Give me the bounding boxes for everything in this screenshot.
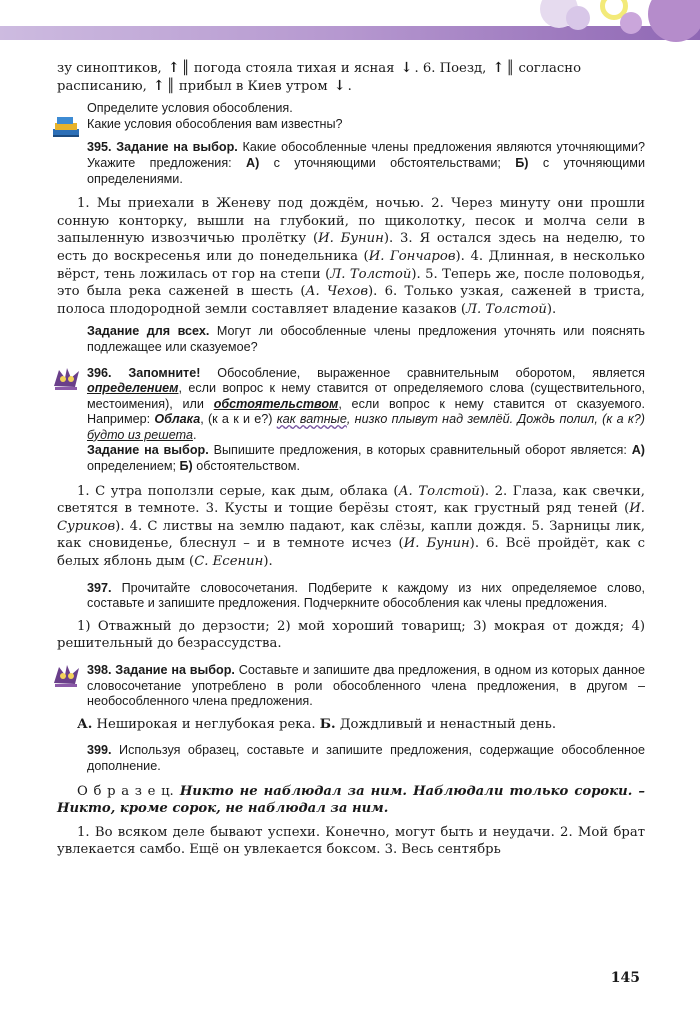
intro-line-2: расписанию, ↑ ║ прибыл в Киев утром ↓ . [57, 77, 352, 94]
exercise-396-task: Задание на выбор. Выпишите предложения, в которых сравнительный оборот является: А) определением; Б) обстоятельством. [87, 443, 645, 474]
header-stripe [0, 26, 700, 40]
exercise-396-sentences: 1. С утра поползли серые, как дым, облака (А. Толстой). 2. Глаза, как свечки, светятся в темноте. 3. Кусты и тощие берёзы стоят, как грустный ряд теней (И. Суриков). 4. С листвы на землю падают, как слёзы, капли дождя. 5. Зарницы лик, как сновиденье, блеснул – и в темноте исчез (И. Бунин). 6. Всё пройдёт, как с белых яблонь дым (С. Есенин). [57, 483, 646, 570]
exercise-395-task: 395. Задание на выбор. Какие обособленные члены предложения являются уточняющими? Укажите предложения: А) с уточняющими обстоятельствами; Б) с уточняющими определениями. [87, 140, 645, 186]
books-icon [51, 113, 83, 139]
exercise-399-sample: О б р а з е ц. Никто не наблюдал за ним. Наблюдали только сороки. – Никто, кроме сорок, не наблюдал за ним. [57, 783, 645, 817]
exercise-395-sentences: 1. Мы приехали в Женеву под дождём, ночью. 2. Через минуту они прошли сонную конторку, вышли на глубокий, по щиколотку, песок и молча сели в запыленную извозчичью пролётку (И. Бунин). 3. Я остался здесь на неделю, то есть до воскресенья или до понедельника (И. Гончаров). 4. Длинная, в несколько вёрст, тень ложилась от гор на степи (Л. Толстой). 5. Теперь же, после половодья, это была река саженей в шесть (А. Чехов). 6. Только узкая, саженей в триста, полоса плодородной земли составляет владение казаков (Л. Толстой). [57, 196, 646, 317]
exercise-397-task: 397. Прочитайте словосочетания. Подберите к каждому из них определяемое слово, составьте и запишите предложения. Подчеркните обособления как члены предложения. [87, 580, 645, 611]
arrow-up-icon: ↑ [152, 77, 165, 94]
exercise-398-options: А. Неширокая и неглубокая река. Б. Дождливый и ненастный день. [77, 716, 557, 732]
exercise-399-sentences: 1. Во всяком деле бывают успехи. Конечно, могут быть и неудачи. 2. Мой брат увлекается самбо. Ещё он увлекается боксом. 3. Весь сентябрь [57, 824, 645, 858]
exercise-396-rule: 396. Запомните! Обособление, выраженное сравнительным оборотом, является определением, если вопрос к нему ставится от определяемого слова (существительного, местоимения), или обстоятельством, если вопрос к нему ставится от сказуемого. Например: Облака, (к а к и е?) как ватные, низко плывут над землёй. Дождь полил, (к а к?) будто из решета. [87, 365, 645, 442]
header-band [0, 0, 700, 44]
arrow-up-icon: ↑ [492, 60, 505, 76]
arrow-up-icon: ↑ [167, 60, 180, 76]
arrow-down-icon: ↓ [400, 60, 413, 76]
exercise-398-block [57, 663, 645, 710]
exercise-396-block [57, 366, 645, 475]
exercise-397-list: 1) Отважный до дерзости; 2) мой хороший товарищ; 3) мокрая от дождя; 4) решительный до безрассудства. [57, 618, 645, 652]
intro-line-1: зу синоптиков, ↑ ║ погода стояла тихая и ясная ↓ . 6. Поезд, ↑ ║ согласно [57, 60, 582, 76]
owl-icon [51, 663, 83, 689]
decor-circle [620, 12, 642, 34]
question-line-1: Определите условия обособления. [87, 101, 293, 116]
task-for-all: Задание для всех. Могут ли обособленные члены предложения уточнять или пояснять подлежащее или сказуемое? [87, 324, 645, 354]
exercise-399-task: 399. Используя образец, составьте и запишите предложения, содержащие обособленное дополнение. [87, 743, 645, 773]
page-number: 145 [610, 970, 640, 986]
arrow-down-icon: ↓ [333, 77, 346, 94]
exercise-398-task: 398. Задание на выбор. Составьте и запишите два предложения, в одном из которых данное словосочетание употреблено в роли обособленного члена предложения, в другом – необособленного члена предложения. [87, 663, 645, 709]
decor-circle [566, 6, 590, 30]
question-block [57, 101, 645, 132]
question-line-2: Какие условия обособления вам известны? [87, 116, 343, 131]
owl-icon [51, 366, 83, 392]
